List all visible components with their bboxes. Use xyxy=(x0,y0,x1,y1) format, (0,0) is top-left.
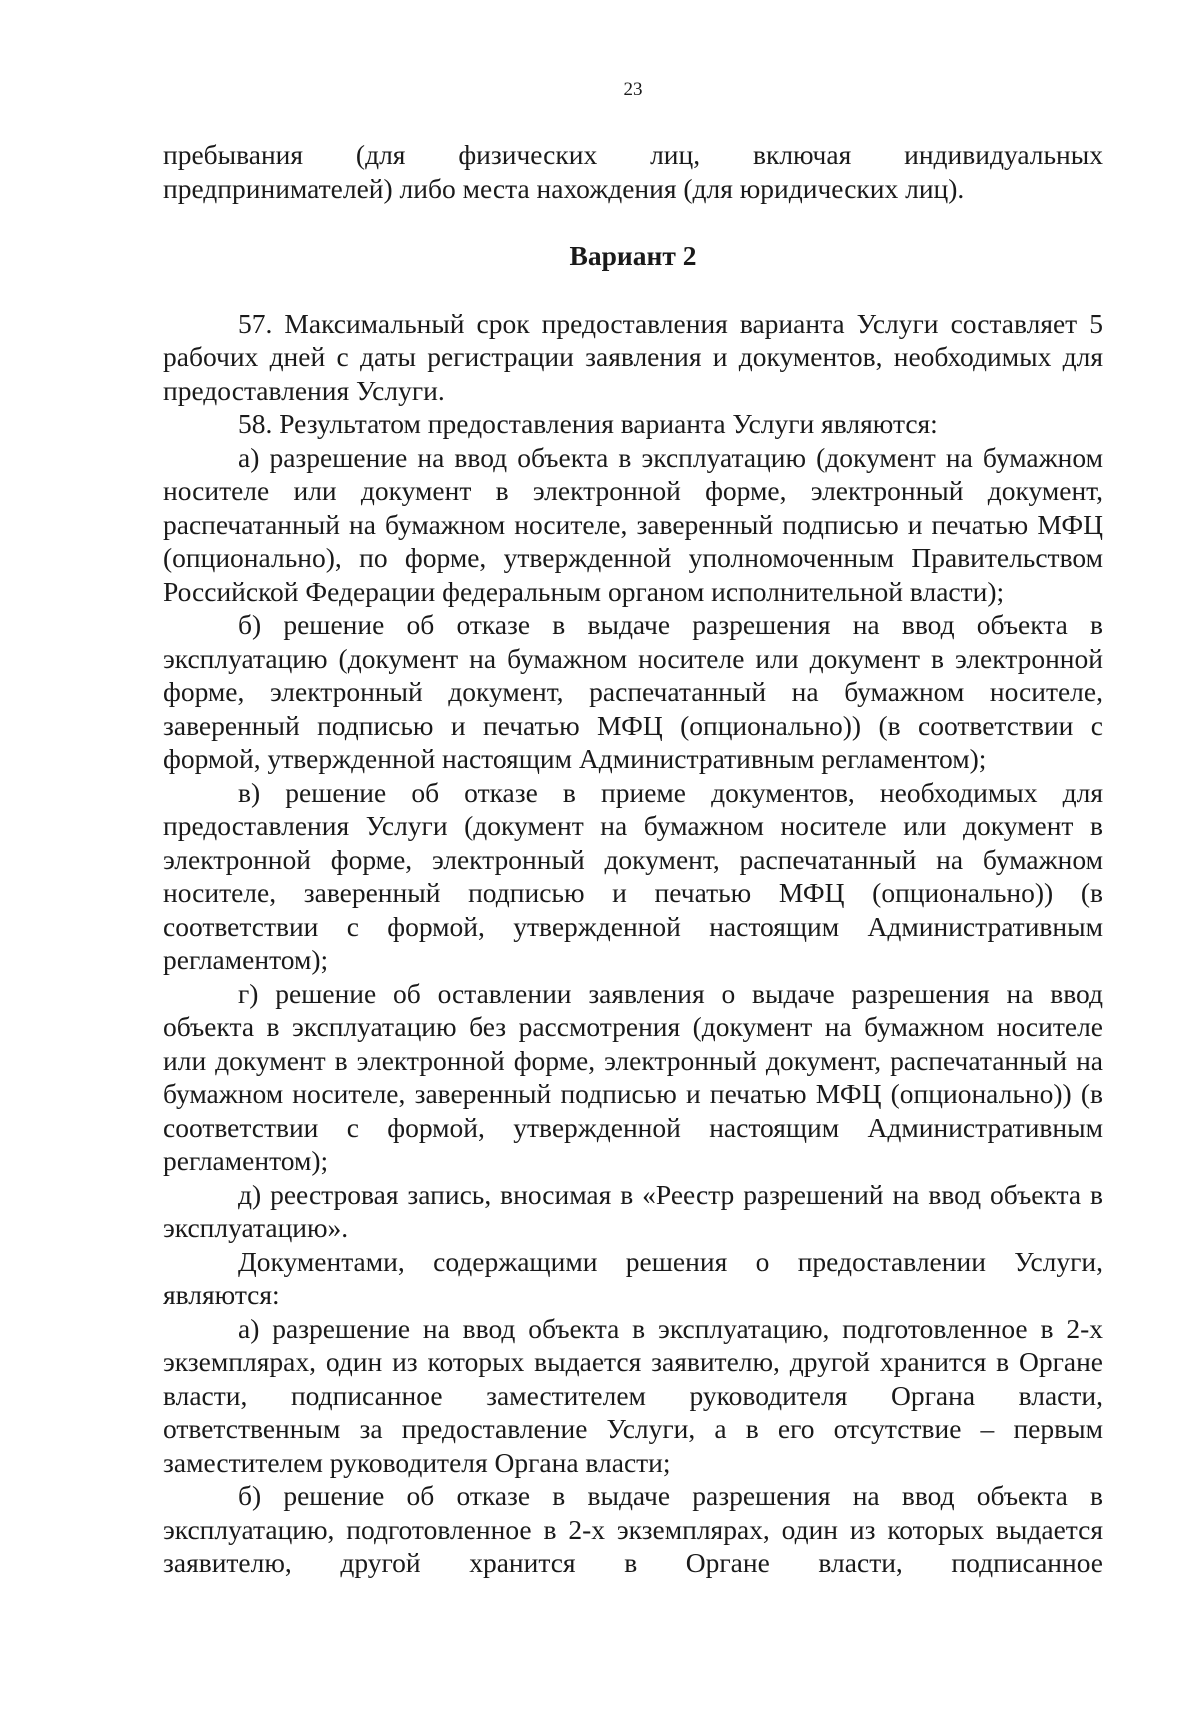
paragraph-documents-item-b: б) решение об отказе в выдаче разрешения на ввод объекта в эксплуатацию, подготовленное в 2-х экземплярах, один из которых выдается заявителю, другой хранится в Органе власти, подписанное xyxy=(163,1480,1103,1578)
paragraph-documents-item-a: а) разрешение на ввод объекта в эксплуатацию, подготовленное в 2-х экземплярах, один из которых выдается заявителю, другой хранится в Органе власти, подписанное заместителем руководителя Органа власти, ответственным за предоставление Услуги, а в его отсутствие – первым заместителем руководителя Органа власти; xyxy=(163,1312,1103,1478)
document-page xyxy=(163,78,1103,1580)
intro-paragraph: пребывания (для физических лиц, включая индивидуальных предпринимателей) либо места нахождения (для юридических лиц). xyxy=(163,139,1103,204)
paragraph-item-a: а) разрешение на ввод объекта в эксплуатацию (документ на бумажном носителе или документ в электронной форме, электронный документ, распечатанный на бумажном носителе, заверенный подписью и печатью МФЦ (опционально), по форме, утвержденной уполномоченным Правительством Российской Федерации федеральным органом исполнительной власти); xyxy=(163,441,1103,607)
paragraph-item-b: б) решение об отказе в выдаче разрешения на ввод объекта в эксплуатацию (документ на бумажном носителе или документ в электронной форме, электронный документ, распечатанный на бумажном носителе, заверенный подписью и печатью МФЦ (опционально)) (в соответствии с формой, утвержденной настоящим Административным регламентом); xyxy=(163,609,1103,774)
paragraph-item-d: д) реестровая запись, вносимая в «Реестр разрешений на ввод объекта в эксплуатацию». xyxy=(163,1178,1103,1243)
section-heading: Вариант 2 xyxy=(569,240,697,271)
page-number: 23 xyxy=(623,79,643,100)
paragraph-58: 58. Результатом предоставления варианта Услуги являются: xyxy=(238,408,938,439)
paragraph-documents-intro: Документами, содержащими решения о предоставлении Услуги, являются: xyxy=(163,1245,1103,1310)
paragraph-57: 57. Максимальный срок предоставления варианта Услуги составляет 5 рабочих дней с даты регистрации заявления и документов, необходимых для предоставления Услуги. xyxy=(163,307,1103,406)
paragraph-item-v: в) решение об отказе в приеме документов, необходимых для предоставления Услуги (документ на бумажном носителе или документ в электронной форме, электронный документ, распечатанный на бумажном носителе, заверенный подписью и печатью МФЦ (опционально)) (в соответствии с формой, утвержденной настоящим Административным регламентом); xyxy=(163,776,1103,975)
paragraph-item-g: г) решение об оставлении заявления о выдаче разрешения на ввод объекта в эксплуатацию без рассмотрения (документ на бумажном носителе или документ в электронной форме, электронный документ, распечатанный на бумажном носителе, заверенный подписью и печатью МФЦ (опционально)) (в соответствии с формой, утвержденной настоящим Административным регламентом); xyxy=(163,977,1103,1176)
